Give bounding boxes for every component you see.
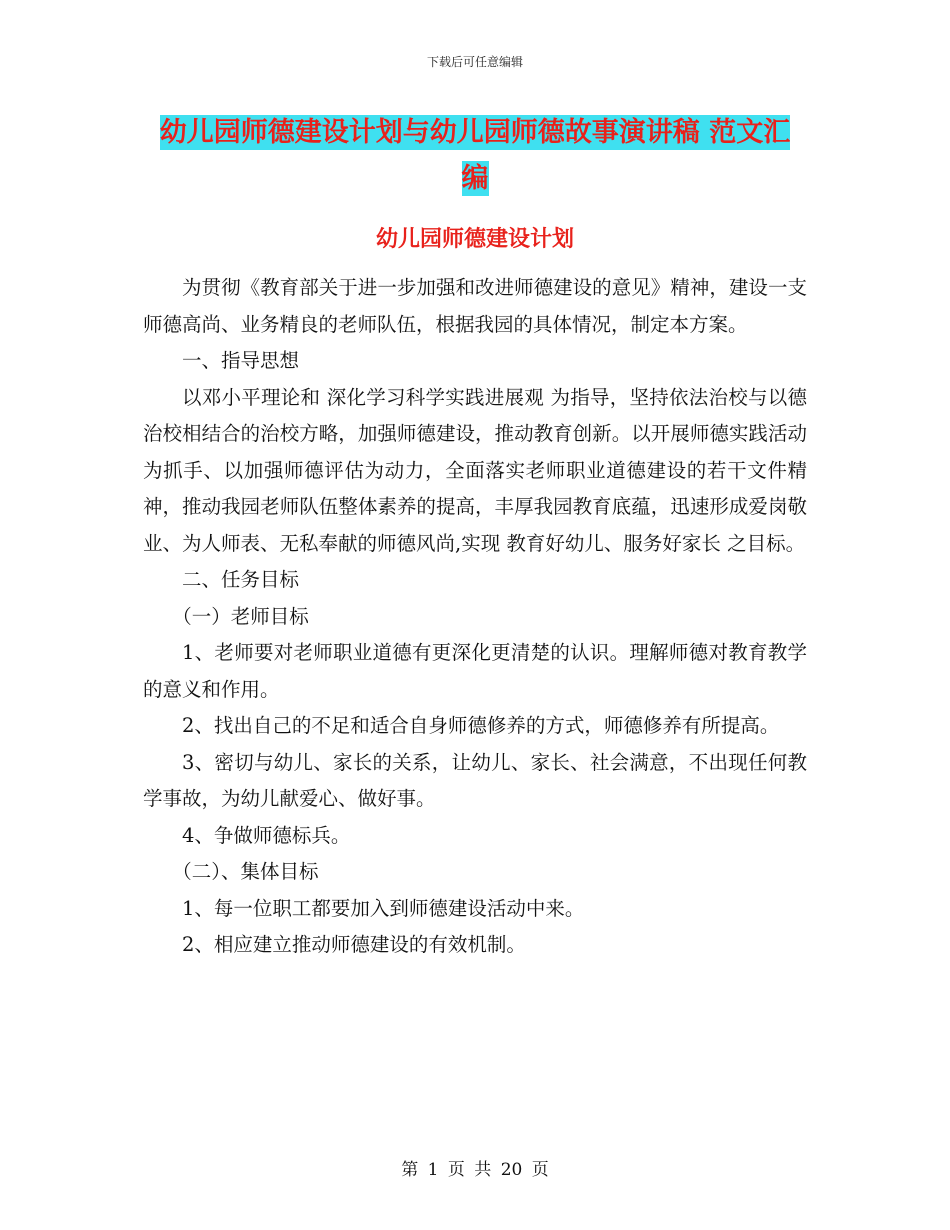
section-title: 幼儿园师德建设计划 [375, 226, 574, 252]
list-item: 1、每一位职工都要加入到师德建设活动中来。 [182, 896, 585, 920]
main-title-line-1: 幼儿园师德建设计划与幼儿园师德故事演讲稿 范文汇 [159, 117, 791, 148]
document-body [143, 270, 807, 964]
heading-guiding-thought: 一、指导思想 [182, 349, 300, 372]
list-item: 4、争做师德标兵。 [182, 823, 351, 847]
list-item: 2、找出自己的不足和适合自身师德修养的方式，师德修养有所提高。 [182, 714, 780, 737]
list-item: 1、老师要对老师职业道德有更深化更清楚的认识。理解师德对教育教学的意义和作用。 [143, 641, 807, 701]
paragraph-intro: 为贯彻《教育部关于进一步加强和改进师德建设的意见》精神，建设一支师德高尚、业务精良的老师队伍，根据我园的具体情况，制定本方案。 [143, 276, 807, 336]
main-title-line-2: 编 [461, 163, 489, 194]
paragraph-guiding-thought: 以邓小平理论和 深化学习科学实践进展观 为指导，坚持依法治校与以德治校相结合的治校方略，加强师德建设，推动教育创新。以开展师德实践活动为抓手、以加强师德评估为动力，全面落实老师职业道德建设的若干文件精神，推动我园老师队伍整体素养的提高，丰厚我园教育底蕴，迅速形成爱岗敬业、为人师表、无私奉献的师德风尚,实现 教育好幼儿、服务好家长 之目标。 [143, 385, 807, 555]
heading-task-goals: 二、任务目标 [182, 568, 300, 591]
page-footer-number: 第 1 页 共 20 页 [401, 1160, 549, 1180]
list-item: 2、相应建立推动师德建设的有效机制。 [182, 933, 526, 956]
page-header-note: 下载后可任意编辑 [426, 55, 523, 69]
heading-collective-goals: （二）、集体目标 [172, 860, 319, 883]
heading-teacher-goals: （一）老师目标 [172, 604, 309, 628]
list-item: 3、密切与幼儿、家长的关系，让幼儿、家长、社会满意，不出现任何教学事故，为幼儿献爱心、做好事。 [143, 750, 807, 810]
main-title [0, 110, 950, 202]
